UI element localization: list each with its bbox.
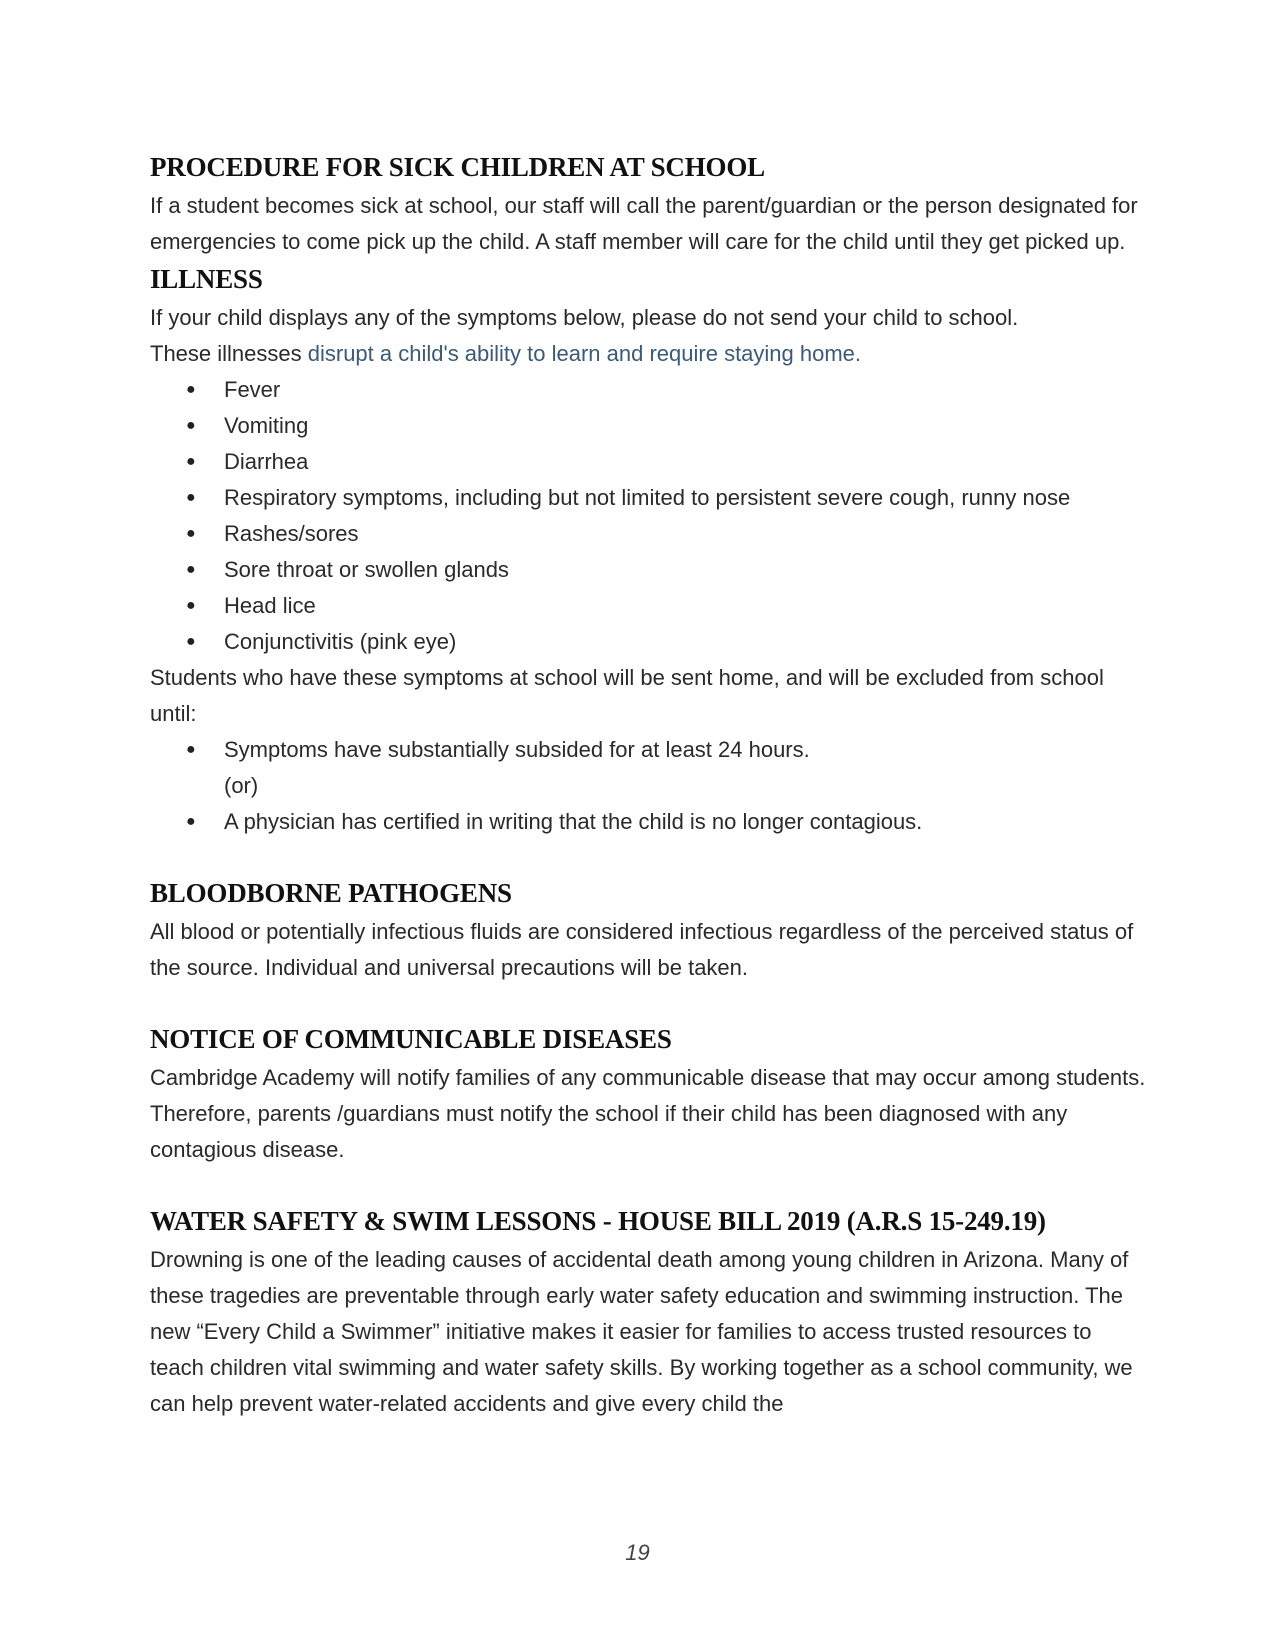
bullet-icon: ● — [186, 525, 196, 542]
sick-children-heading: PROCEDURE FOR SICK CHILDREN AT SCHOOL — [150, 152, 765, 182]
communicable-heading: NOTICE OF COMMUNICABLE DISEASES — [150, 1024, 672, 1054]
illness-intro-link-text: disrupt a child's ability to learn and require staying home. — [307, 341, 862, 366]
bullet-icon: ● — [186, 453, 196, 470]
bloodborne-heading: BLOODBORNE PATHOGENS — [150, 878, 512, 908]
condition-list — [150, 732, 1150, 840]
illness-heading: ILLNESS — [150, 264, 263, 294]
list-item: ● Diarrhea — [224, 444, 1150, 480]
list-item: ● Rashes/sores — [224, 516, 1150, 552]
illness-intro — [150, 300, 1150, 372]
bullet-icon: ● — [186, 561, 196, 578]
section-spacer — [150, 986, 1150, 1022]
bullet-icon: ● — [186, 813, 196, 830]
list-item: ● Fever — [224, 372, 1150, 408]
section-spacer — [150, 1168, 1150, 1204]
water-safety-heading: WATER SAFETY & SWIM LESSONS - HOUSE BILL 2019 (A.R.S 15-249.19) — [150, 1206, 1046, 1236]
list-item: ● Head lice — [224, 588, 1150, 624]
list-item: ● Respiratory symptoms, including but not limited to persistent severe cough, runny nose — [224, 480, 1150, 516]
communicable-body: Cambridge Academy will notify families of any communicable disease that may occur among students. Therefore, parents /guardians must notify the school if their child has been diagnosed with any contagious disease. — [150, 1065, 1146, 1162]
bloodborne-body: All blood or potentially infectious fluids are considered infectious regardless of the perceived status of the source. Individual and universal precautions will be taken. — [150, 919, 1134, 980]
bullet-icon: ● — [186, 741, 196, 758]
list-item: ● Vomiting — [224, 408, 1150, 444]
bullet-icon: ● — [186, 417, 196, 434]
illness-intro-line1: If your child displays any of the symptoms below, please do not send your child to school. — [150, 305, 1019, 330]
document-page — [150, 150, 1150, 1422]
illness-intro-prefix: These illnesses — [150, 341, 308, 366]
bullet-icon: ● — [186, 633, 196, 650]
bullet-icon: ● — [186, 381, 196, 398]
list-item: ● Sore throat or swollen glands — [224, 552, 1150, 588]
bullet-icon: ● — [186, 597, 196, 614]
symptom-list — [150, 372, 1150, 660]
sick-children-body: If a student becomes sick at school, our staff will call the parent/guardian or the person designated for emergencies to come pick up the child. A staff member will care for the child until they get picked up. — [150, 193, 1138, 254]
section-spacer — [150, 840, 1150, 876]
or-text: (or) — [224, 773, 259, 798]
water-safety-body: Drowning is one of the leading causes of accidental death among young children in Arizona. Many of these tragedies are preventable through early water safety education and swimming instruction. The new “Every Child a Swimmer” initiative makes it easier for families to access trusted resources to teach children vital swimming and water safety skills. By working together as a school community, we can help prevent water-related accidents and give every child the — [150, 1247, 1133, 1416]
bullet-icon: ● — [186, 489, 196, 506]
page-number: 19 — [625, 1540, 650, 1565]
exclusion-text: Students who have these symptoms at school will be sent home, and will be excluded from school until: — [150, 665, 1104, 726]
list-item: ● A physician has certified in writing that the child is no longer contagious. — [224, 804, 1150, 840]
list-item: ● Conjunctivitis (pink eye) — [224, 624, 1150, 660]
list-item: ● Symptoms have substantially subsided for at least 24 hours. (or) — [224, 732, 1150, 804]
